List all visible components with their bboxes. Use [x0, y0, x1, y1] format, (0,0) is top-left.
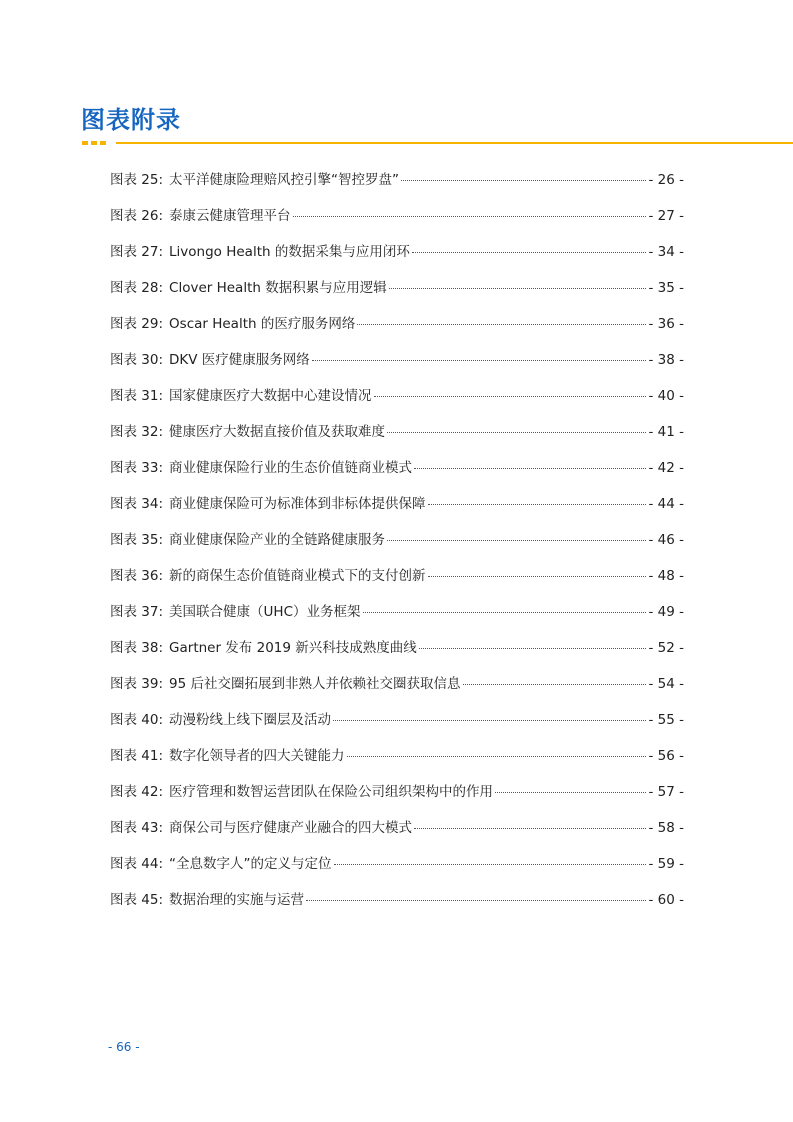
accent-square — [91, 141, 97, 145]
figure-label: 图表 28: — [110, 280, 164, 296]
figure-title: Oscar Health 的医疗服务网络 — [169, 316, 356, 332]
accent-square — [82, 141, 88, 145]
figure-page-number: - 58 - — [648, 820, 684, 836]
toc-entry[interactable] — [110, 348, 684, 384]
toc-entry[interactable] — [110, 564, 684, 600]
dot-leader — [347, 756, 647, 757]
toc-entry[interactable] — [110, 276, 684, 312]
dot-leader — [401, 180, 646, 181]
figure-label: 图表 25: — [110, 172, 164, 188]
figure-label: 图表 31: — [110, 388, 164, 404]
figure-title: 太平洋健康险理赔风控引擎“智控罗盘” — [169, 172, 400, 188]
dot-leader — [428, 576, 647, 577]
toc-entry[interactable] — [110, 672, 684, 708]
toc-entry[interactable] — [110, 204, 684, 240]
dot-leader — [428, 504, 647, 505]
toc-entry[interactable] — [110, 888, 684, 924]
figure-page-number: - 42 - — [648, 460, 684, 476]
figure-page-number: - 55 - — [648, 712, 684, 728]
page-number: - 66 - — [108, 1040, 140, 1054]
figure-page-number: - 38 - — [648, 352, 684, 368]
toc-entry[interactable] — [110, 384, 684, 420]
toc-entry[interactable] — [110, 744, 684, 780]
dot-leader — [333, 720, 646, 721]
dot-leader — [306, 900, 646, 901]
figure-label: 图表 38: — [110, 640, 164, 656]
figure-label: 图表 43: — [110, 820, 164, 836]
figure-title: 健康医疗大数据直接价值及获取难度 — [169, 424, 386, 440]
toc-entry[interactable] — [110, 456, 684, 492]
figure-page-number: - 46 - — [648, 532, 684, 548]
figure-page-number: - 26 - — [648, 172, 684, 188]
figure-page-number: - 54 - — [648, 676, 684, 692]
figure-title: 新的商保生态价值链商业模式下的支付创新 — [169, 568, 426, 584]
dot-leader — [374, 396, 647, 397]
dot-leader — [419, 648, 647, 649]
dot-leader — [495, 792, 646, 793]
figure-title: 95 后社交圈拓展到非熟人并依赖社交圈获取信息 — [169, 676, 461, 692]
section-heading: 图表附录 — [81, 106, 181, 134]
figure-title: Clover Health 数据积累与应用逻辑 — [169, 280, 387, 296]
figure-title: 商保公司与医疗健康产业融合的四大模式 — [169, 820, 413, 836]
figure-page-number: - 35 - — [648, 280, 684, 296]
figure-title: 商业健康保险可为标准体到非标体提供保障 — [169, 496, 426, 512]
figure-list — [110, 168, 684, 924]
figure-page-number: - 52 - — [648, 640, 684, 656]
figure-page-number: - 57 - — [648, 784, 684, 800]
dot-leader — [414, 828, 646, 829]
dot-leader — [412, 252, 647, 253]
figure-title: 数据治理的实施与运营 — [169, 892, 305, 908]
figure-title: 动漫粉线上线下圈层及活动 — [169, 712, 332, 728]
toc-entry[interactable] — [110, 312, 684, 348]
figure-title: 商业健康保险行业的生态价值链商业模式 — [169, 460, 413, 476]
toc-entry[interactable] — [110, 636, 684, 672]
figure-page-number: - 41 - — [648, 424, 684, 440]
figure-page-number: - 34 - — [648, 244, 684, 260]
figure-label: 图表 32: — [110, 424, 164, 440]
dot-leader — [293, 216, 647, 217]
toc-entry[interactable] — [110, 420, 684, 456]
figure-label: 图表 35: — [110, 532, 164, 548]
dot-leader — [387, 432, 646, 433]
toc-entry[interactable] — [110, 816, 684, 852]
toc-entry[interactable] — [110, 168, 684, 204]
toc-entry[interactable] — [110, 708, 684, 744]
figure-title: “全息数字人”的定义与定位 — [169, 856, 332, 872]
figure-page-number: - 59 - — [648, 856, 684, 872]
figure-label: 图表 26: — [110, 208, 164, 224]
figure-label: 图表 34: — [110, 496, 164, 512]
figure-page-number: - 27 - — [648, 208, 684, 224]
figure-page-number: - 60 - — [648, 892, 684, 908]
dot-leader — [387, 540, 646, 541]
dot-leader — [357, 324, 646, 325]
figure-title: 数字化领导者的四大关键能力 — [169, 748, 345, 764]
toc-entry[interactable] — [110, 780, 684, 816]
figure-label: 图表 45: — [110, 892, 164, 908]
figure-label: 图表 27: — [110, 244, 164, 260]
toc-entry[interactable] — [110, 600, 684, 636]
figure-page-number: - 48 - — [648, 568, 684, 584]
dot-leader — [312, 360, 647, 361]
toc-entry[interactable] — [110, 492, 684, 528]
figure-title: 国家健康医疗大数据中心建设情况 — [169, 388, 372, 404]
figure-title: 医疗管理和数智运营团队在保险公司组织架构中的作用 — [169, 784, 494, 800]
figure-title: Livongo Health 的数据采集与应用闭环 — [169, 244, 410, 260]
accent-line — [116, 142, 793, 144]
toc-entry[interactable] — [110, 240, 684, 276]
dot-leader — [414, 468, 646, 469]
figure-label: 图表 39: — [110, 676, 164, 692]
figure-title: 美国联合健康（UHC）业务框架 — [169, 604, 361, 620]
dot-leader — [463, 684, 647, 685]
figure-label: 图表 40: — [110, 712, 164, 728]
figure-page-number: - 49 - — [648, 604, 684, 620]
figure-label: 图表 30: — [110, 352, 164, 368]
heading-divider — [82, 141, 793, 145]
figure-title: DKV 医疗健康服务网络 — [169, 352, 310, 368]
figure-label: 图表 36: — [110, 568, 164, 584]
figure-label: 图表 33: — [110, 460, 164, 476]
accent-square — [100, 141, 106, 145]
figure-label: 图表 41: — [110, 748, 164, 764]
toc-entry[interactable] — [110, 852, 684, 888]
dot-leader — [363, 612, 647, 613]
figure-label: 图表 37: — [110, 604, 164, 620]
figure-page-number: - 36 - — [648, 316, 684, 332]
figure-label: 图表 42: — [110, 784, 164, 800]
figure-page-number: - 56 - — [648, 748, 684, 764]
figure-title: Gartner 发布 2019 新兴科技成熟度曲线 — [169, 640, 417, 656]
figure-title: 商业健康保险产业的全链路健康服务 — [169, 532, 386, 548]
figure-page-number: - 40 - — [648, 388, 684, 404]
figure-label: 图表 29: — [110, 316, 164, 332]
figure-page-number: - 44 - — [648, 496, 684, 512]
figure-label: 图表 44: — [110, 856, 164, 872]
dot-leader — [334, 864, 647, 865]
toc-entry[interactable] — [110, 528, 684, 564]
dot-leader — [389, 288, 647, 289]
figure-title: 泰康云健康管理平台 — [169, 208, 291, 224]
